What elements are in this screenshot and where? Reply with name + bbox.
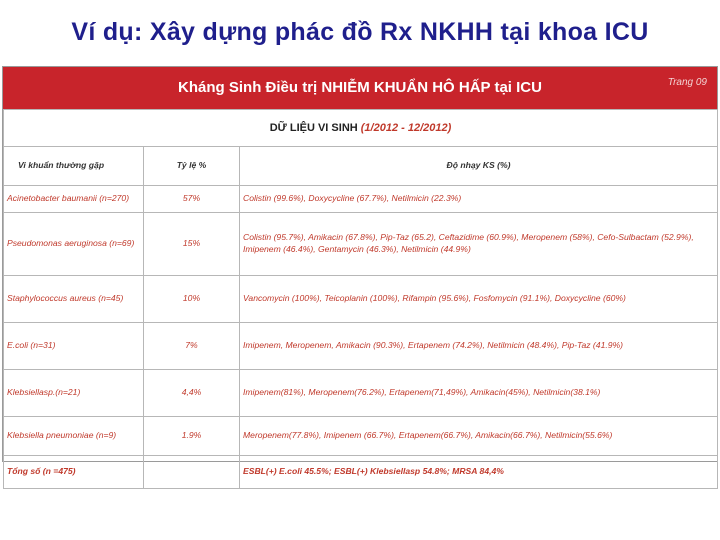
table-row — [4, 213, 718, 276]
header-title: Kháng Sinh Điều trị NHIỄM KHUẨN HÔ HẤP tại ICU — [178, 79, 542, 96]
rate-cell: 10% — [144, 276, 240, 323]
sensitivity-cell: Meropenem(77.8%), Imipenem (66.7%), Ertapenem(66.7%), Amikacin(66.7%), Netilmicin(55.6%) — [240, 417, 718, 456]
total-row — [4, 456, 718, 489]
total-empty-cell — [144, 456, 240, 489]
rate-cell: 7% — [144, 323, 240, 370]
total-label: Tổng số (n =475) — [4, 456, 144, 489]
rate-cell: 1.9% — [144, 417, 240, 456]
table-row — [4, 323, 718, 370]
microbiology-table — [3, 109, 718, 489]
section-title: DỮ LIỆU VI SINH (1/2012 - 12/2012) — [269, 121, 452, 134]
rate-cell: 4,4% — [144, 370, 240, 417]
organism-cell: E.coli (n=31) — [4, 323, 144, 370]
sensitivity-cell: Colistin (95.7%), Amikacin (67.8%), Pip-Taz (65.2), Ceftazidime (60.9%), Meropenem (58%), Cefo-Sulbactam (52.9%), Imipenem (46.4%), Gentamycin (46.3%), Netilmicin (44.9%) — [240, 213, 718, 276]
sensitivity-cell: Vancomycin (100%), Teicoplanin (100%), Rifampin (95.6%), Fosfomycin (91.1%), Doxycycline (60%) — [240, 276, 718, 323]
organism-cell: Acinetobacter baumanii (n=270) — [4, 186, 144, 213]
section-range: (1/2012 - 12/2012) — [360, 121, 452, 134]
sensitivity-cell: Colistin (99.6%), Doxycycline (67.7%), Netilmicin (22.3%) — [240, 186, 718, 213]
rate-cell: 57% — [144, 186, 240, 213]
column-header-organism: Vi khuẩn thường gặp — [4, 147, 144, 186]
total-summary: ESBL(+) E.coli 45.5%; ESBL(+) Klebsiellasp 54.8%; MRSA 84,4% — [240, 456, 718, 489]
page-label: Trang 09 — [667, 77, 707, 88]
organism-cell: Klebsiella pneumoniae (n=9) — [4, 417, 144, 456]
table-row — [4, 417, 718, 456]
document-image — [2, 66, 718, 477]
column-header-row — [4, 147, 718, 186]
header-banner — [3, 67, 717, 109]
table-row — [4, 276, 718, 323]
organism-cell: Pseudomonas aeruginosa (n=69) — [4, 213, 144, 276]
rate-cell: 15% — [144, 213, 240, 276]
table-row — [4, 186, 718, 213]
section-header-row — [4, 110, 718, 147]
sensitivity-cell: Imipenem(81%), Meropenem(76.2%), Ertapenem(71,49%), Amikacin(45%), Netilmicin(38.1%) — [240, 370, 718, 417]
organism-cell: Klebsiellasp.(n=21) — [4, 370, 144, 417]
organism-cell: Staphylococcus aureus (n=45) — [4, 276, 144, 323]
column-header-rate: Tỷ lệ % — [144, 147, 240, 186]
slide-title: Ví dụ: Xây dựng phác đồ Rx NKHH tại khoa ICU — [71, 18, 649, 46]
column-header-sensitivity: Độ nhạy KS (%) — [240, 147, 718, 186]
table-row — [4, 370, 718, 417]
sensitivity-cell: Imipenem, Meropenem, Amikacin (90.3%), Ertapenem (74.2%), Netilmicin (48.4%), Pip-Taz (41.9%) — [240, 323, 718, 370]
